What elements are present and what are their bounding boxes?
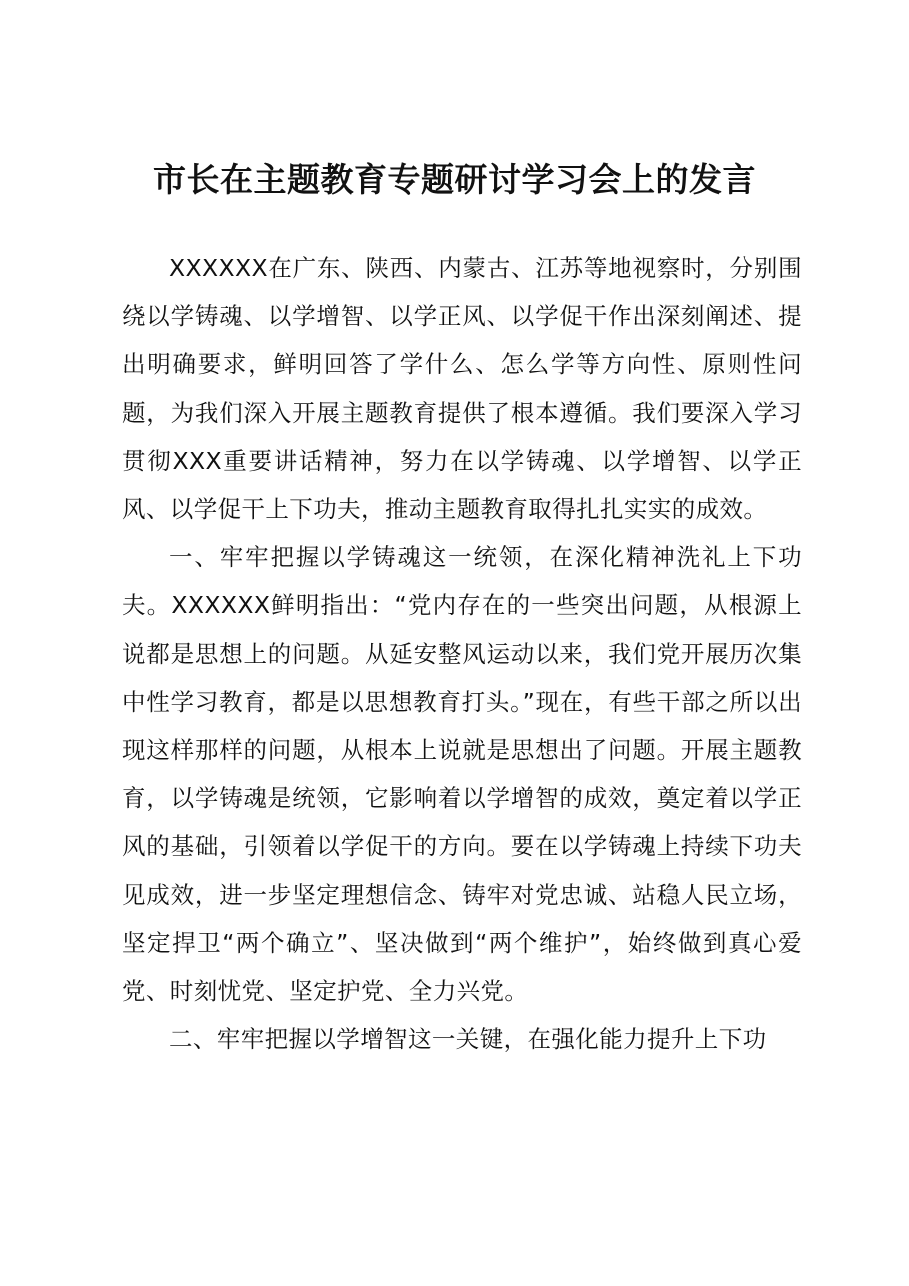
paragraph-section-one: 一、牢牢把握以学铸魂这一统领，在深化精神洗礼上下功夫。XXXXXX鲜明指出：“党内存在的一些突出问题，从根源上说都是思想上的问题。从延安整风运动以来，我们党开展历次集中性学习教育，都是以思想教育打头。”现在，有些干部之所以出现这样那样的问题，从根本上说就是思想出了问题。开展主题教育，以学铸魂是统领，它影响着以学增智的成效，奠定着以学正风的基础，引领着以学促干的方向。要在以学铸魂上持续下功夫见成效，进一步坚定理想信念、铸牢对党忠诚、站稳人民立场，坚定捍卫“两个确立”、坚决做到“两个维护”，始终做到真心爱党、时刻忧党、坚定护党、全力兴党。 bbox=[122, 543, 802, 1006]
document-title: 市长在主题教育专题研讨学习会上的发言 bbox=[153, 160, 756, 199]
paragraph-intro: XXXXXX在广东、陕西、内蒙古、江苏等地视察时，分别围绕以学铸魂、以学增智、以学正风、以学促干作出深刻阐述、提出明确要求，鲜明回答了学什么、怎么学等方向性、原则性问题，为我们深入开展主题教育提供了根本遵循。我们要深入学习贯彻XXX重要讲话精神，努力在以学铸魂、以学增智、以学正风、以学促干上下功夫，推动主题教育取得扎扎实实的成效。 bbox=[122, 254, 802, 524]
paragraph-section-two: 二、牢牢把握以学增智这一关键，在强化能力提升上下功 bbox=[169, 1025, 767, 1054]
document-body bbox=[122, 244, 802, 1063]
